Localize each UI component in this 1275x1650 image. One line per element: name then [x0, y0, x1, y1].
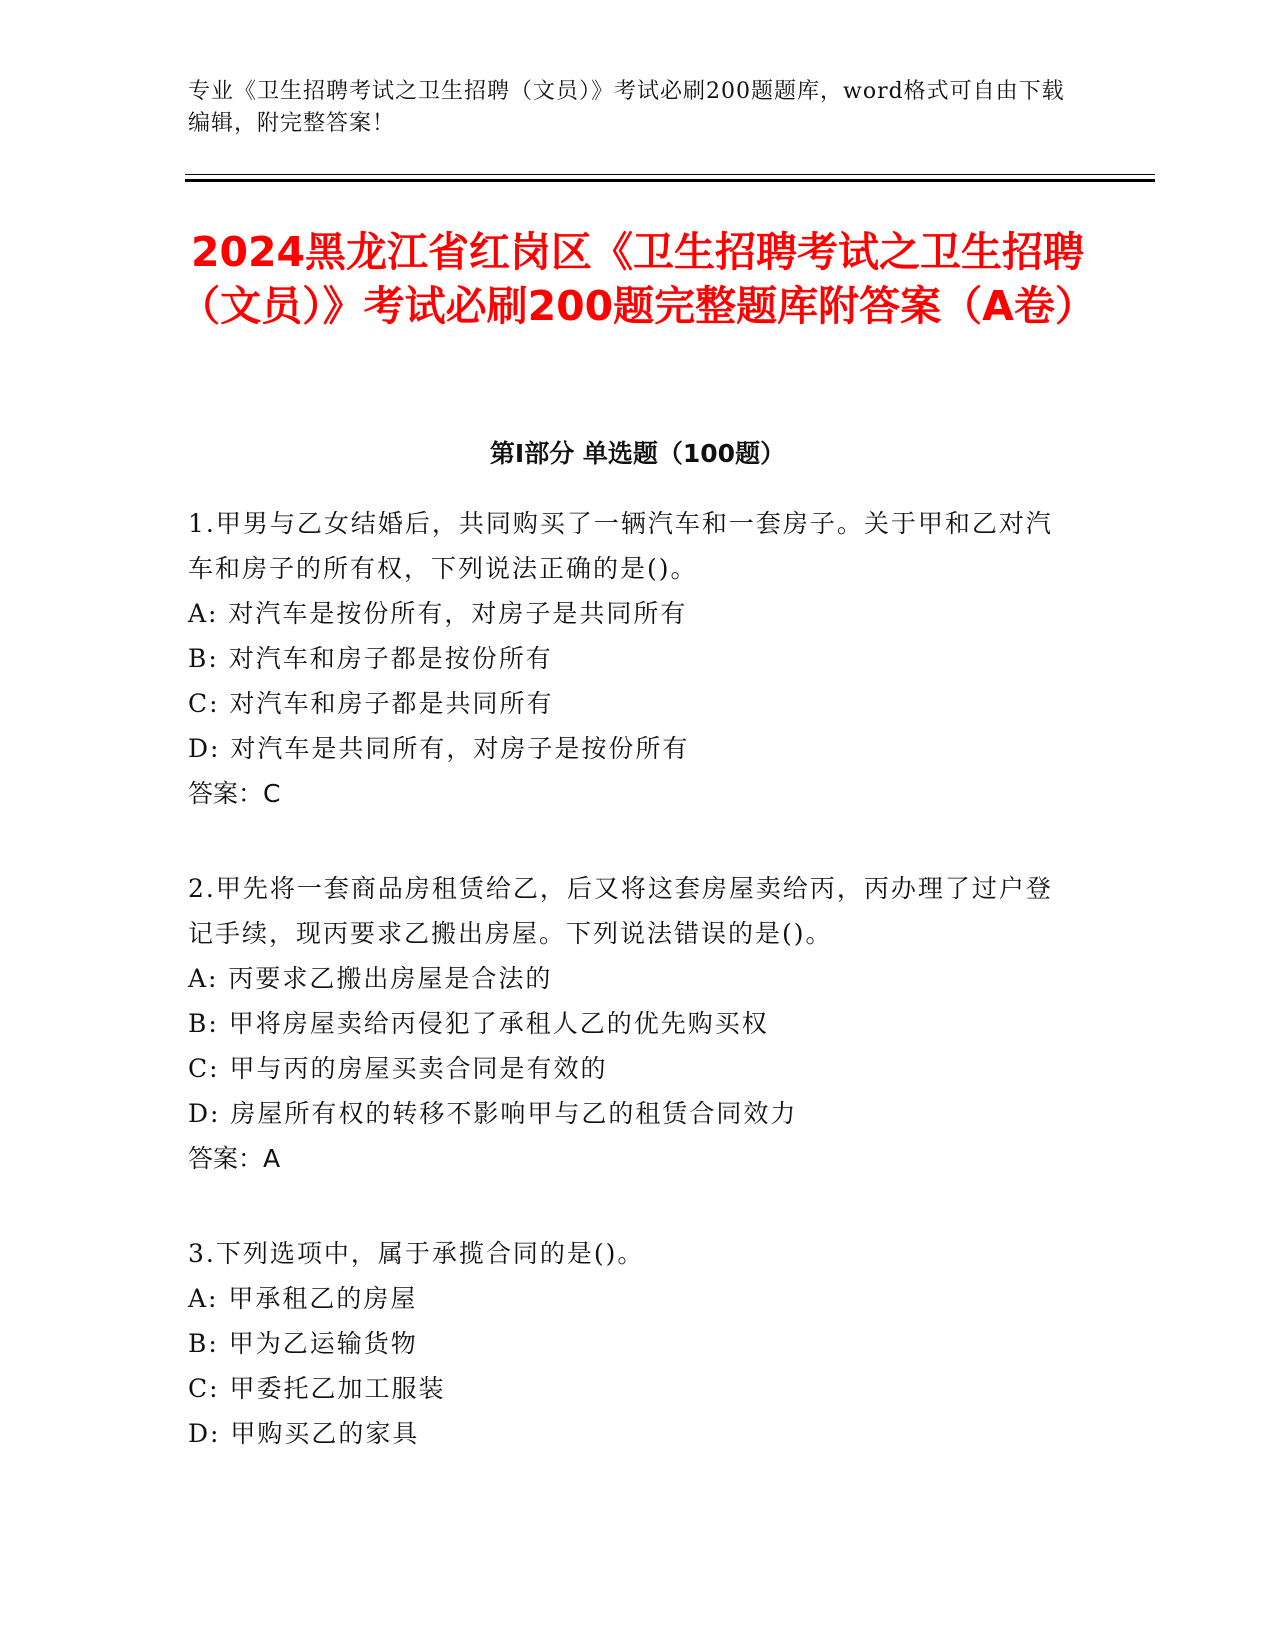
option-c: C: 对汽车和房子都是共同所有 [188, 689, 554, 718]
option-b: B: 甲为乙运输货物 [188, 1329, 418, 1358]
option-b: B: 对汽车和房子都是按份所有 [188, 644, 553, 673]
question-2 [188, 866, 1068, 1181]
question-stem: 2.甲先将一套商品房租赁给乙，后又将这套房屋卖给丙，丙办理了过户登记手续，现丙要求乙搬出房屋。下列说法错误的是()。 [188, 874, 1053, 948]
question-stem: 1.甲男与乙女结婚后，共同购买了一辆汽车和一套房子。关于甲和乙对汽车和房子的所有权，下列说法正确的是()。 [188, 509, 1053, 583]
question-3 [188, 1231, 1068, 1456]
option-b: B: 甲将房屋卖给丙侵犯了承租人乙的优先购买权 [188, 1009, 769, 1038]
answer-line: 答案：C [188, 779, 281, 808]
section-title: 第I部分 单选题（100题） [489, 439, 786, 468]
option-a: A: 丙要求乙搬出房屋是合法的 [188, 964, 553, 993]
header-note: 专业《卫生招聘考试之卫生招聘（文员）》考试必刷200题题库，word格式可自由下载编辑，附完整答案！ [188, 79, 1065, 136]
header-divider-thick [185, 179, 1155, 182]
option-d: D: 对汽车是共同所有，对房子是按份所有 [188, 734, 690, 763]
option-d: D: 甲购买乙的家具 [188, 1419, 420, 1448]
question-1 [188, 501, 1068, 816]
answer-line: 答案：A [188, 1144, 281, 1173]
option-d: D: 房屋所有权的转移不影响甲与乙的租赁合同效力 [188, 1099, 798, 1128]
header-divider-thin [185, 174, 1155, 175]
option-c: C: 甲委托乙加工服装 [188, 1374, 446, 1403]
option-a: A: 对汽车是按份所有，对房子是共同所有 [188, 599, 688, 628]
option-c: C: 甲与丙的房屋买卖合同是有效的 [188, 1054, 608, 1083]
document-title: 2024黑龙江省红岗区《卫生招聘考试之卫生招聘（文员）》考试必刷200题完整题库附答案（A卷） [179, 228, 1096, 330]
question-stem: 3.下列选项中，属于承揽合同的是()。 [188, 1239, 645, 1268]
option-a: A: 甲承租乙的房屋 [188, 1284, 418, 1313]
